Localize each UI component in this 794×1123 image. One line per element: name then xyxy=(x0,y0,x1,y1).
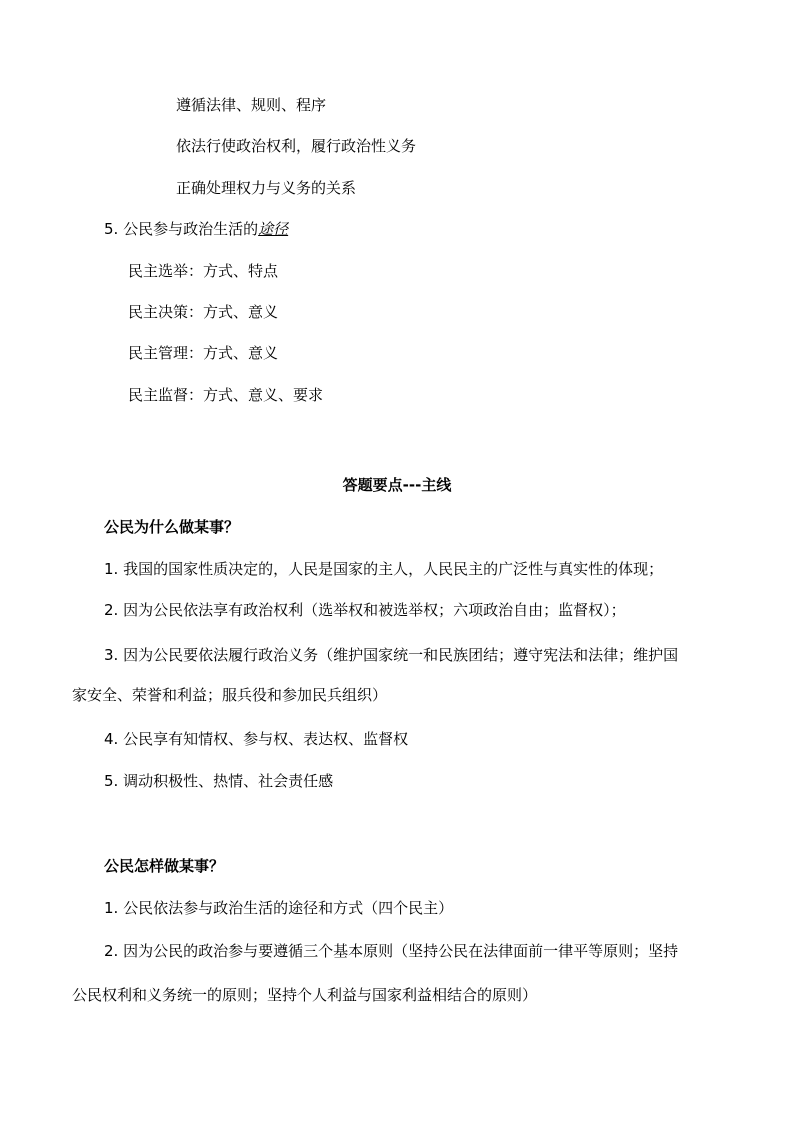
principle-line-2: 依法行使政治权利，履行政治性义务 xyxy=(176,137,417,155)
section-title: 答题要点---主线 xyxy=(342,476,452,494)
why-item-4: 4. 公民享有知情权、参与权、表达权、监督权 xyxy=(104,730,409,748)
item-5-text: 公民参与政治生活的 xyxy=(123,220,259,238)
pathway-decision: 民主决策：方式、意义 xyxy=(128,303,279,321)
principle-line-1: 遵循法律、规则、程序 xyxy=(176,96,327,114)
why-item-3: 3. 因为公民要依法履行政治义务（维护国家统一和民族团结；遵守宪法和法律；维护国 xyxy=(104,646,679,664)
how-heading: 公民怎样做某事？ xyxy=(104,857,225,875)
item-5-heading xyxy=(104,219,288,239)
how-item-2-continued: 公民权利和义务统一的原则；坚持个人利益与国家利益相结合的原则） xyxy=(72,986,538,1004)
item-5-number: 5. xyxy=(104,220,119,238)
why-item-1: 1. 我国的国家性质决定的，人民是国家的主人，人民民主的广泛性与真实性的体现； xyxy=(104,560,664,578)
pathway-election: 民主选举：方式、特点 xyxy=(128,262,279,280)
how-item-1: 1. 公民依法参与政治生活的途径和方式（四个民主） xyxy=(104,899,454,917)
principle-line-3: 正确处理权力与义务的关系 xyxy=(176,179,357,197)
why-item-5: 5. 调动积极性、热情、社会责任感 xyxy=(104,772,334,790)
item-5-emphasis: 途径 xyxy=(258,220,289,238)
why-heading: 公民为什么做某事？ xyxy=(104,518,240,536)
pathway-supervision: 民主监督：方式、意义、要求 xyxy=(128,386,324,404)
pathway-management: 民主管理：方式、意义 xyxy=(128,344,279,362)
why-item-3-continued: 家安全、荣誉和利益；服兵役和参加民兵组织） xyxy=(72,686,388,704)
how-item-2: 2. 因为公民的政治参与要遵循三个基本原则（坚持公民在法律面前一律平等原则；坚持 xyxy=(104,942,679,960)
why-item-2: 2. 因为公民依法享有政治权利（选举权和被选举权；六项政治自由；监督权）； xyxy=(104,601,626,619)
